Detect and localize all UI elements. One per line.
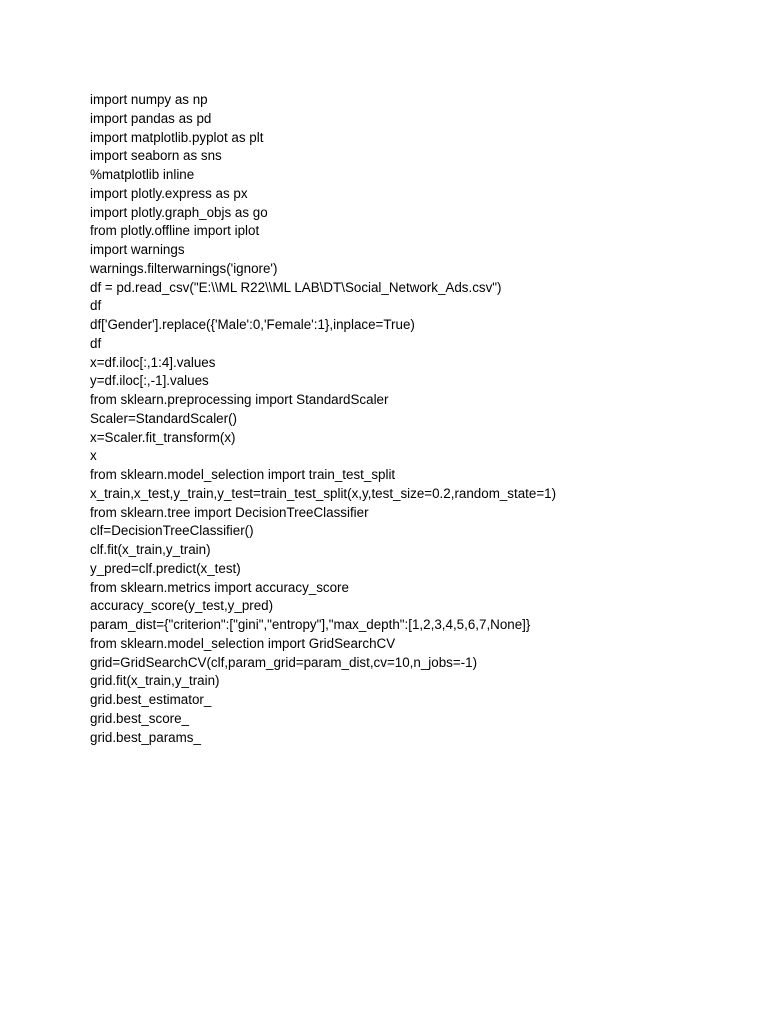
code-line: from sklearn.tree import DecisionTreeClassifier — [90, 504, 369, 520]
code-line: grid.best_score_ — [90, 710, 189, 726]
code-line: clf=DecisionTreeClassifier() — [90, 523, 254, 539]
code-line: grid.best_params_ — [90, 729, 201, 745]
code-line: grid.best_estimator_ — [90, 692, 212, 707]
code-line: import pandas as pd — [90, 110, 212, 126]
code-line: grid.fit(x_train,y_train) — [90, 673, 220, 689]
code-line: import plotly.express as px — [90, 185, 248, 201]
code-line: accuracy_score(y_test,y_pred) — [90, 598, 274, 614]
code-line: import plotly.graph_objs as go — [90, 204, 268, 220]
code-line: from sklearn.model_selection import GridSearchCV — [90, 635, 396, 651]
code-line: import matplotlib.pyplot as plt — [90, 129, 264, 145]
code-line: y=df.iloc[:,-1].values — [90, 373, 209, 389]
code-line: df = pd.read_csv("E:\\ML R22\\ML LAB\DT\Social_Network_Ads.csv") — [90, 279, 502, 295]
code-line: %matplotlib inline — [90, 167, 195, 182]
code-line: import warnings — [90, 242, 185, 257]
code-line: param_dist={"criterion":["gini","entropy"],"max_depth":[1,2,3,4,5,6,7,None]} — [90, 617, 531, 632]
code-line: df — [90, 335, 102, 351]
code-line: clf.fit(x_train,y_train) — [90, 542, 211, 557]
code-line: grid=GridSearchCV(clf,param_grid=param_dist,cv=10,n_jobs=-1) — [90, 654, 478, 670]
code-line: warnings.filterwarnings('ignore') — [90, 260, 278, 276]
code-line: import numpy as np — [90, 92, 208, 107]
code-line: x — [90, 448, 97, 464]
code-line: df['Gender'].replace({'Male':0,'Female':1},inplace=True) — [90, 317, 415, 332]
code-line: y_pred=clf.predict(x_test) — [90, 560, 241, 576]
code-line: from sklearn.metrics import accuracy_score — [90, 579, 349, 595]
code-line: x=df.iloc[:,1:4].values — [90, 354, 216, 370]
code-line: x_train,x_test,y_train,y_test=train_test_split(x,y,test_size=0.2,random_state=1) — [90, 485, 557, 501]
code-line: from plotly.offline import iplot — [90, 223, 260, 239]
code-line: from sklearn.model_selection import train_test_split — [90, 467, 396, 482]
code-line: x=Scaler.fit_transform(x) — [90, 429, 236, 445]
code-line: import seaborn as sns — [90, 148, 222, 164]
code-listing — [90, 91, 556, 747]
code-line: Scaler=StandardScaler() — [90, 410, 237, 426]
code-line: from sklearn.preprocessing import StandardScaler — [90, 392, 389, 407]
code-line: df — [90, 298, 102, 314]
